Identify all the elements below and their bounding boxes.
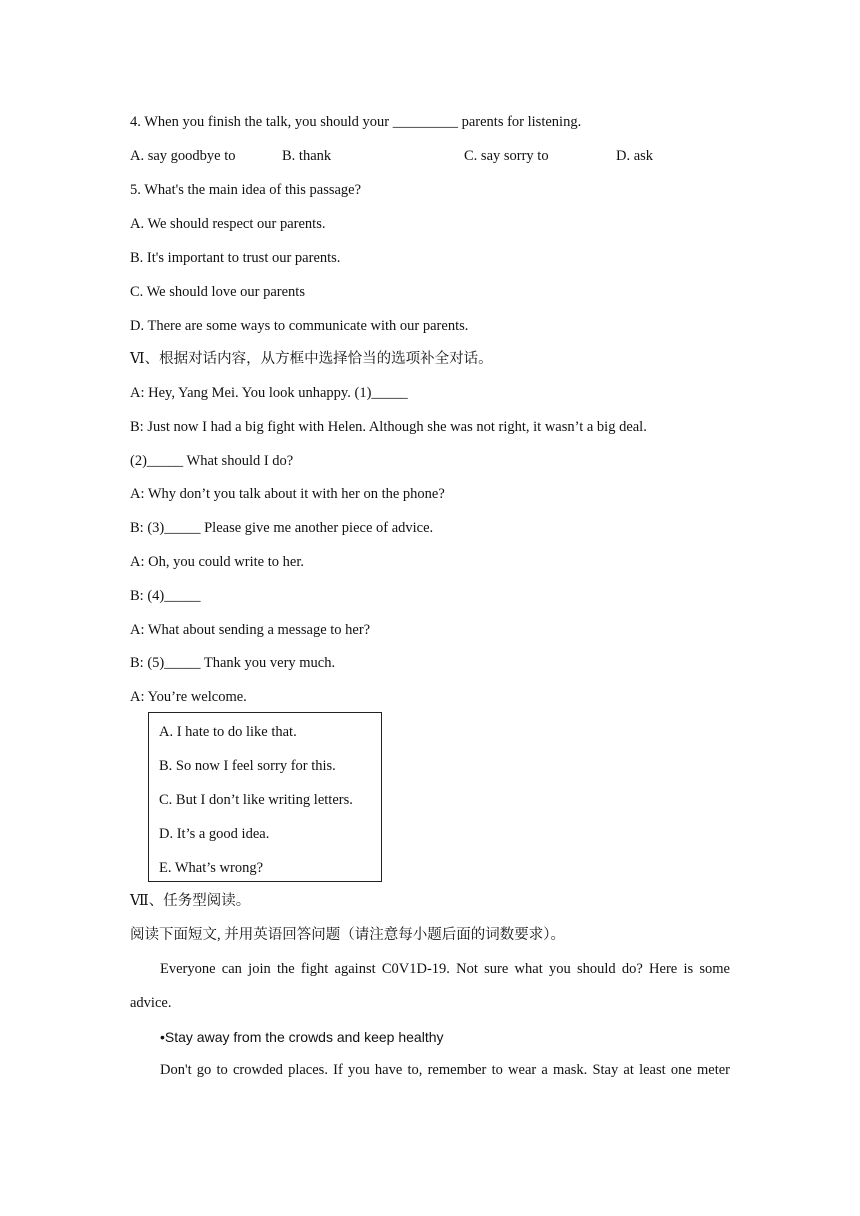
dialogue-line-3: (2)_____ What should I do? bbox=[130, 453, 294, 469]
question-4-option-d: D. ask bbox=[616, 148, 654, 164]
question-4-option-a: A. say goodbye to bbox=[130, 148, 236, 164]
dialogue-line-5: B: (3)_____ Please give me another piece of advice. bbox=[130, 520, 434, 536]
dialogue-line-9: B: (5)_____ Thank you very much. bbox=[130, 655, 336, 671]
paragraph-1-line-2: advice. bbox=[130, 995, 172, 1011]
question-4-option-b: B. thank bbox=[282, 148, 332, 164]
question-5-option-c: C. We should love our parents bbox=[130, 284, 305, 300]
box-option-d: D. It’s a good idea. bbox=[159, 826, 270, 842]
question-5-stem: 5. What's the main idea of this passage? bbox=[130, 182, 362, 198]
dialogue-line-6: A: Oh, you could write to her. bbox=[130, 554, 304, 570]
box-option-a: A. I hate to do like that. bbox=[159, 724, 297, 740]
question-5-option-a: A. We should respect our parents. bbox=[130, 216, 326, 232]
box-option-c: C. But I don’t like writing letters. bbox=[159, 792, 353, 808]
section-7-title: Ⅶ、任务型阅读。 bbox=[130, 893, 251, 909]
dialogue-line-4: A: Why don’t you talk about it with her on the phone? bbox=[130, 486, 445, 502]
paragraph-2-line-1: Don't go to crowded places. If you have to, remember to wear a mask. Stay at least one meter bbox=[160, 1062, 730, 1078]
section-7-instruction: 阅读下面短文, 并用英语回答问题（请注意每小题后面的词数要求）。 bbox=[130, 927, 565, 943]
bullet-heading-1: •Stay away from the crowds and keep healthy bbox=[160, 1029, 444, 1045]
dialogue-line-2: B: Just now I had a big fight with Helen. Although she was not right, it wasn’t a big deal. bbox=[130, 419, 647, 435]
dialogue-line-8: A: What about sending a message to her? bbox=[130, 622, 371, 638]
section-6-title: Ⅵ、根据对话内容，从方框中选择恰当的选项补全对话。 bbox=[130, 351, 493, 367]
dialogue-line-1: A: Hey, Yang Mei. You look unhappy. (1)_____ bbox=[130, 385, 408, 401]
question-4-option-c: C. say sorry to bbox=[464, 148, 549, 164]
options-box bbox=[148, 712, 382, 882]
question-5-option-b: B. It's important to trust our parents. bbox=[130, 250, 341, 266]
question-5-option-d: D. There are some ways to communicate with our parents. bbox=[130, 318, 469, 334]
question-4-stem: 4. When you finish the talk, you should your _________ parents for listening. bbox=[130, 114, 582, 130]
box-option-b: B. So now I feel sorry for this. bbox=[159, 758, 336, 774]
box-option-e: E. What’s wrong? bbox=[159, 860, 264, 876]
dialogue-line-10: A: You’re welcome. bbox=[130, 689, 247, 705]
dialogue-line-7: B: (4)_____ bbox=[130, 588, 201, 604]
paragraph-1-line-1: Everyone can join the fight against C0V1D-19. Not sure what you should do? Here is some bbox=[160, 961, 730, 977]
